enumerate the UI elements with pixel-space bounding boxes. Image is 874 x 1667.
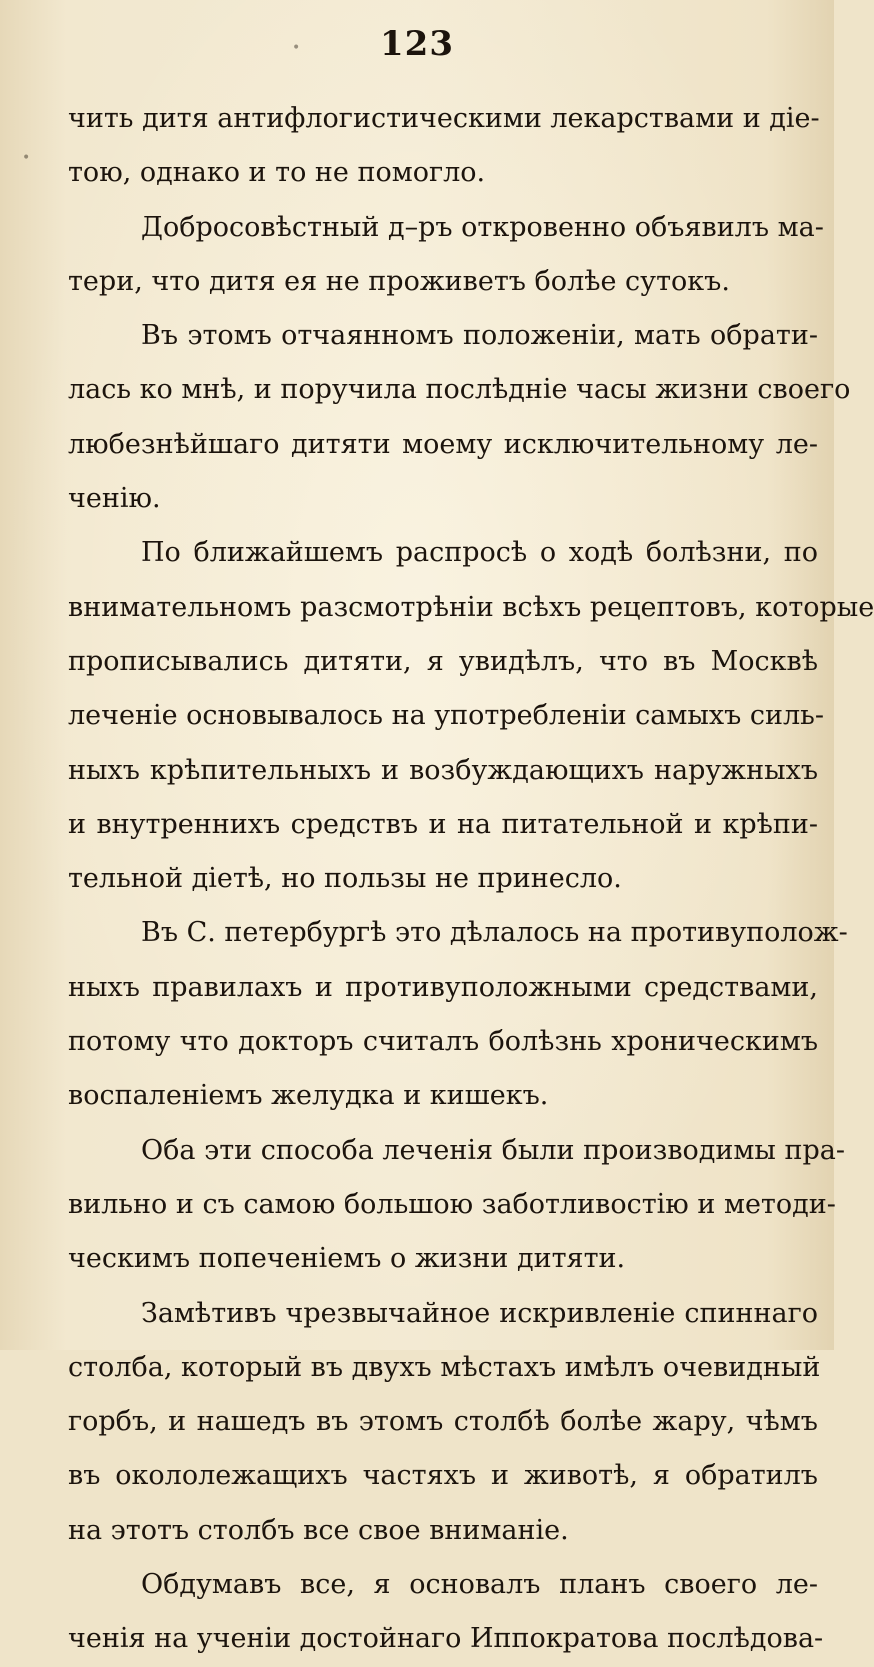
text-line: Въ этомъ отчаянномъ положеніи, мать обрати- <box>141 320 818 352</box>
text-line: и внутреннихъ средствъ и на питательной и крѣпи- <box>68 808 818 840</box>
text-line: ныхъ правилахъ и противуположными средствами, <box>68 971 818 1003</box>
text-line: въ окололежащихъ частяхъ и животѣ, я обратилъ <box>68 1460 818 1492</box>
text-line: вильно и съ самою большою заботливостію и методи- <box>68 1188 836 1220</box>
text-line: на этотъ столбъ все свое вниманіе. <box>68 1514 569 1546</box>
text-line: По ближайшемъ распросѣ о ходѣ болѣзни, по <box>141 537 818 569</box>
ink-speck: • <box>292 40 301 56</box>
text-line: Въ С. петербургѣ это дѣлалось на противуполож- <box>141 917 848 949</box>
text-line: ческимъ попеченіемъ о жизни дитяти. <box>68 1243 626 1275</box>
text-line: ченія на ученіи достойнаго Иппократова послѣдова- <box>68 1623 824 1655</box>
text-line: Добросовѣстный д–ръ откровенно объявилъ ма- <box>141 211 824 243</box>
text-line: воспаленіемъ желудка и кишекъ. <box>68 1080 549 1112</box>
text-line: внимательномъ разсмотрѣніи всѣхъ рецептовъ, которые <box>68 591 874 623</box>
ink-speck: • <box>22 150 31 166</box>
text-line: чить дитя антифлогистическими лекарствами и діе- <box>68 103 820 134</box>
text-line: Оба эти способа леченія были производимы пра- <box>141 1134 845 1166</box>
text-line: потому что докторъ считалъ болѣзнь хроническимъ <box>68 1026 818 1058</box>
text-line: леченіе основывалось на употребленіи самыхъ силь- <box>68 700 824 732</box>
text-line: лась ко мнѣ, и поручила послѣдніе часы жизни своего <box>68 374 851 406</box>
text-line: горбъ, и нашедъ въ этомъ столбѣ болѣе жару, чѣмъ <box>68 1406 818 1438</box>
text-line: ченію. <box>68 483 161 515</box>
page-number: 123 <box>380 24 454 64</box>
text-line: ныхъ крѣпительныхъ и возбуждающихъ наружныхъ <box>68 754 818 786</box>
text-line: тери, что дитя ея не проживетъ болѣе сутокъ. <box>68 265 730 297</box>
text-line: Обдумавъ все, я основалъ планъ своего ле- <box>141 1569 818 1601</box>
text-line: столба, который въ двухъ мѣстахъ имѣлъ очевидный <box>68 1351 821 1383</box>
text-line: тельной діетѣ, но пользы не принесло. <box>68 863 622 895</box>
text-line: прописывались дитяти, я увидѣлъ, что въ Москвѣ <box>68 645 818 677</box>
text-line: Замѣтивъ чрезвычайное искривленіе спиннаго <box>141 1297 818 1329</box>
text-line: тою, однако и то не помогло. <box>68 157 486 189</box>
page-body-text <box>68 92 874 1667</box>
text-line: любезнѣйшаго дитяти моему исключительному ле- <box>68 428 818 460</box>
